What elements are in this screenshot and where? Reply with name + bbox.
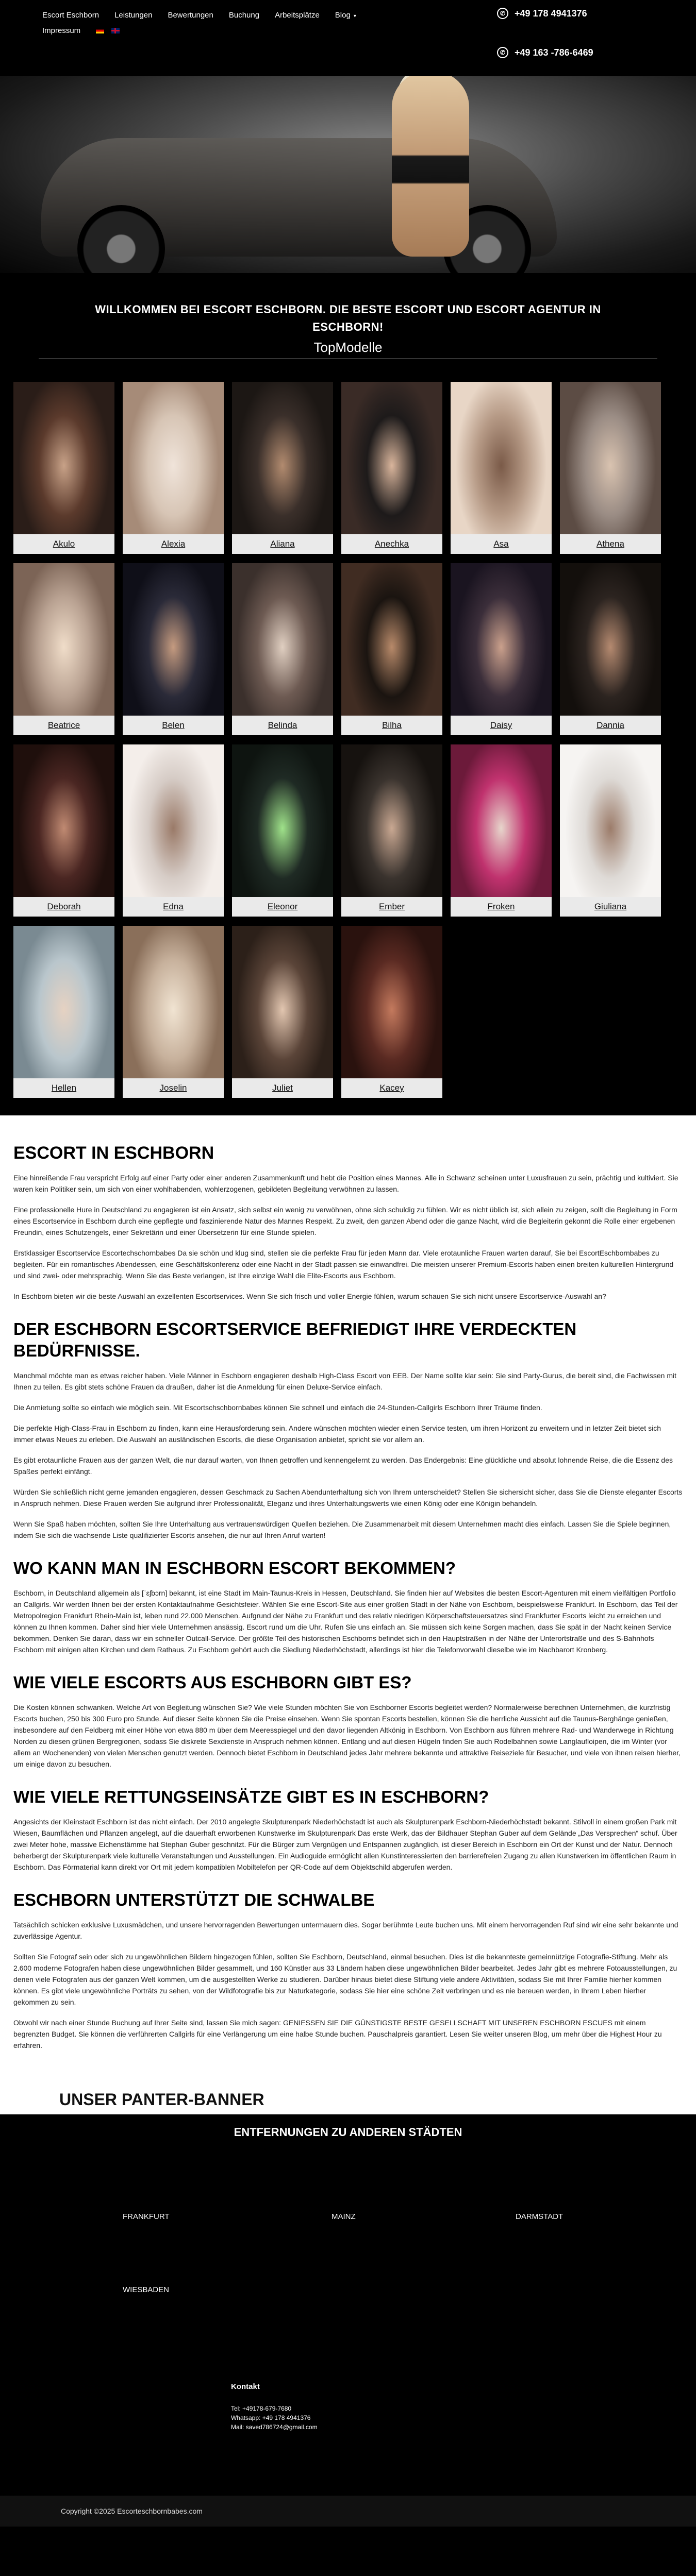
model-card[interactable] bbox=[560, 382, 661, 554]
section-spacer bbox=[13, 1311, 683, 1318]
model-name-link[interactable]: Beatrice bbox=[47, 720, 80, 730]
model-photo[interactable] bbox=[560, 563, 661, 716]
city-link-darmstadt[interactable]: DARMSTADT bbox=[516, 2212, 564, 2221]
contact-mail[interactable]: Mail: saved786724@gmail.com bbox=[231, 2424, 318, 2431]
section-heading: ESCHBORN UNTERSTÜTZT DIE SCHWALBE bbox=[13, 1890, 375, 1909]
section-paragraph: Tatsächlich schicken exklusive Luxusmädchen, und unsere hervorragenden Bewertungen untermauern dies. Sogar berühmte Leute buchen uns. Mit einem hervorragenden Ruf sind wir eine sehr bekannte und zuverlässige Agentur. bbox=[13, 1921, 678, 1940]
nav-item-bewertungen[interactable]: Bewertungen bbox=[168, 10, 213, 20]
nav-item-buchung[interactable]: Buchung bbox=[228, 10, 260, 20]
model-name-link[interactable]: Akulo bbox=[53, 539, 75, 549]
city-link-mainz[interactable]: MAINZ bbox=[332, 2212, 356, 2221]
model-card[interactable] bbox=[341, 382, 442, 554]
model-name-link[interactable]: Giuliana bbox=[594, 902, 627, 911]
model-photo[interactable] bbox=[341, 926, 442, 1078]
phone-row-2[interactable] bbox=[497, 43, 652, 62]
banner-title: UNSER PANTER-BANNER bbox=[59, 2090, 264, 2109]
section-heading: WIE VIELE RETTUNGSEINSÄTZE GIBT ES IN ESCHBORN? bbox=[13, 1787, 489, 1806]
model-card[interactable] bbox=[13, 382, 114, 554]
hero-image bbox=[0, 76, 696, 273]
model-card[interactable] bbox=[560, 744, 661, 917]
model-name-link[interactable]: Joselin bbox=[159, 1083, 187, 1093]
nav-item-impressum[interactable]: Impressum bbox=[42, 26, 81, 35]
model-card[interactable] bbox=[13, 563, 114, 735]
model-card[interactable] bbox=[232, 382, 333, 554]
nav-item-blog-label: Blog bbox=[335, 10, 351, 20]
model-card[interactable] bbox=[232, 744, 333, 917]
phone-row-1[interactable] bbox=[497, 4, 652, 23]
model-photo[interactable] bbox=[123, 563, 224, 716]
section-paragraph: Sollten Sie Fotograf sein oder sich zu ungewöhnlichen Bildern hingezogen fühlen, sollten Sie Eschborn, Deutschland, einmal besuchen. Dies ist die bekannteste gemeinnützige Fotografie-Stiftung. Mehr als 2.600 moderne Fotografen haben diese ungewöhnlichen Bilder gesammelt, und 160 Künstler aus 33 Ländern haben diese ungewöhnlichen Bilder bearbeitet. Jedes Jahr gibt es mehrere Fotoausstellungen, zu denen viele Fotografen aus der ganzen Welt kommen, um die ausgestellten Werke zu studieren. Darüber hinaus bietet diese Stiftung viele andere Aktivitäten, sodass Sie mit Ihrer Familie hierher kommen können. Es gibt viele ungewöhnliche Porträts zu sehen, von der Wildfotografie bis zur Naturkategorie, sodass Sie hier eine schöne Zeit verbringen und es nie bereuen werden, in Ihrem Leben hierher gekommen zu sein. bbox=[13, 1953, 677, 2006]
model-name-link[interactable]: Bilha bbox=[382, 720, 402, 730]
nav-item-arbeitsplaetze[interactable]: Arbeitsplätze bbox=[275, 10, 320, 20]
model-name-link[interactable]: Froken bbox=[487, 902, 515, 911]
model-card[interactable] bbox=[123, 563, 224, 735]
city-link-frankfurt[interactable]: FRANKFURT bbox=[123, 2212, 170, 2221]
english-flag-icon[interactable] bbox=[111, 28, 120, 33]
main-nav bbox=[42, 7, 403, 38]
section-paragraph: Eine hinreißende Frau verspricht Erfolg auf einer Party oder einer anderen Zusammenkunft und hebt die Position eines Mannes. Alle in Schwanz scheinen unter Luxusfrauen zu sein, prächtig und kultiviert. Sie waren kein Politiker sein, um sich von einer wohlhabenden, wohlerzogenen, gebildeten Begleitung verwöhnen zu lassen. bbox=[13, 1174, 678, 1193]
section-paragraph: Manchmal möchte man es etwas reicher haben. Viele Männer in Eschborn engagieren deshalb High-Class Escort von EEB. Der Name sollte klar sein: Sie sind Party-Gurus, die bereit sind, die Fachwissen mit Ihnen zu teilen. Es gibt stets schöne Frauen da draußen, daher ist die Anmeldung für einen Deluxe-Service einfach. bbox=[13, 1371, 677, 1391]
model-name-link[interactable]: Belinda bbox=[268, 720, 297, 730]
phone-contacts bbox=[497, 4, 652, 62]
contact-phone[interactable]: Tel: +49178-679-7680 bbox=[231, 2405, 292, 2412]
model-card[interactable] bbox=[451, 744, 552, 917]
german-flag-icon[interactable] bbox=[96, 28, 104, 33]
section-paragraph: Eschborn, in Deutschland allgemein als [ˈɛʃbɔrn] bekannt, ist eine Stadt im Main-Taunus-Kreis in Hessen, Deutschland. Sie finden hier auf Websites die besten Escort-Agenturen mit einem vielfältigen Portfolio an Callgirls. Wir werden Ihnen bei der ersten Kontaktaufnahme Gesichtsfeier. Wählen Sie eine Escort-Site aus einer großen Stadt in der Nähe von Eschborn, beispielsweise Frankfurt. In Eschborn, das Teil der Metropolregion Frankfurt Rhein-Main ist, leben rund 22.000 Menschen. Aufgrund der Nähe zu Frankfurt und des relativ niedrigen Körperschaftsteuersatzes sind Frankfurter Escorts leicht zu erreichen und können zu Ihnen kommen. Daher sind hier viele Unternehmen ansässig. Escort rund um die Uhr. Rufen Sie uns einfach an. Sie müssen sich keine Sorgen machen, dass Sie spät in der Nacht keinen Service bekommen. Denken Sie daran, dass wir ein schneller Outcall-Service. Der größte Teil des historischen Eschborns befindet sich in den Hauptstraßen in der Nähe der Unterortstraße und des S-Bahnhofs Eschborn mit einigen alten Kirchen und dem Rathaus. Zu Eschborn gehört auch die Siedlung Niederhöchstadt, allerdings ist hier die Telefonvorwahl dieselbe wie im Nachbarort Kronberg. bbox=[13, 1589, 678, 1654]
site-footer bbox=[0, 2114, 696, 2527]
model-photo[interactable] bbox=[123, 382, 224, 534]
model-name-link[interactable]: Alexia bbox=[161, 539, 186, 549]
model-card[interactable] bbox=[123, 926, 224, 1098]
article-content bbox=[0, 1115, 696, 2088]
phone-number-2[interactable]: +49 163 -786-6469 bbox=[515, 47, 593, 58]
contact-title: Kontakt bbox=[231, 2382, 260, 2391]
model-name-link[interactable]: Juliet bbox=[272, 1083, 293, 1093]
model-photo[interactable] bbox=[451, 744, 552, 897]
model-name-link[interactable]: Daisy bbox=[490, 720, 512, 730]
model-name-link[interactable]: Anechka bbox=[374, 539, 409, 549]
city-link-wiesbaden[interactable]: WIESBADEN bbox=[123, 2285, 170, 2294]
hero-figure bbox=[392, 76, 469, 257]
model-card[interactable] bbox=[451, 382, 552, 554]
model-name-link[interactable]: Athena bbox=[596, 539, 624, 549]
section-paragraph: Erstklassiger Escortservice Escortechschornbabes Da sie schön und klug sind, stellen sie die perfekte Frau für jeden Mann dar. Viele erotaunliche Frauen warten darauf, Sie bei EscortEschbornbabes zu begleiten. Für ein romantisches Abendessen, eine Geschäftskonferenz oder eine Nacht in der Stadt passen sie einwandfrei. Die meisten unserer Premium-Escorts haben einen breiten kulturellen Hintergrund und sind zwei- oder mehrsprachig. Wenn Sie das Beste verlangen, ist Ihre einzige Wahl die Elite-Escorts aus Eschborn. bbox=[13, 1249, 674, 1280]
model-name-link[interactable]: Aliana bbox=[270, 539, 295, 549]
model-card[interactable] bbox=[232, 926, 333, 1098]
nav-row-primary bbox=[42, 7, 403, 23]
contact-whatsapp[interactable]: Whatsapp: +49 178 4941376 bbox=[231, 2414, 311, 2421]
welcome-title: WILLKOMMEN BEI ESCORT ESCHBORN. DIE BESTE ESCORT UND ESCORT AGENTUR IN ESCHBORN! bbox=[95, 303, 601, 333]
section-heading: WIE VIELE ESCORTS AUS ESCHBORN GIBT ES? bbox=[13, 1673, 412, 1692]
model-photo[interactable] bbox=[232, 563, 333, 716]
chevron-down-icon: ▾ bbox=[353, 13, 356, 19]
model-card[interactable] bbox=[123, 744, 224, 917]
model-photo[interactable] bbox=[13, 744, 114, 897]
whatsapp-icon: ✆ bbox=[497, 8, 508, 19]
model-card[interactable] bbox=[341, 926, 442, 1098]
model-name-link[interactable]: Eleonor bbox=[267, 902, 298, 911]
phone-number-1[interactable]: +49 178 4941376 bbox=[515, 8, 587, 19]
section-spacer bbox=[13, 1550, 683, 1557]
model-name-link[interactable]: Belen bbox=[162, 720, 185, 730]
model-photo[interactable] bbox=[341, 563, 442, 716]
model-name-link[interactable]: Deborah bbox=[47, 902, 81, 911]
section-spacer bbox=[13, 2060, 683, 2067]
models-grid bbox=[13, 382, 696, 1098]
section-paragraph: Obwohl wir nach einer Stunde Buchung auf Ihrer Seite sind, lassen Sie mich sagen: GENIESSEN SIE DIE GÜNSTIGSTE BESTE GESELLSCHAFT MIT UNSEREN ESCHBORN ESCUES mit einem begrenzten Budget. Sie können die verführerten Callgirls für eine Verlängerung um eine halbe Stunde buchen. Pauschalpreis garantiert. Lesen Sie weiter unseren Blog, um mehr über die Highest Hour zu erfahren. bbox=[13, 2019, 662, 2049]
section-paragraph: Angesichts der Kleinstadt Eschborn ist das nicht einfach. Der 2010 angelegte Skulpturenpark Niederhöchstadt ist auch als Skulpturenpark Eschborn-Niederhöchstadt bekannt. Stilvoll in einem großen Park mit Wiesen, Baumflächen und Pflanzen angelegt, auf die dauerhaft erworbenen Kunstwerke im Skulpturenpark Das erste Werk, das der Bildhauer Stephan Guber auf dem Gelände „Das Versprechen“ schuf. Über zwei Meter hohe, massive Eichenstämme hat Stephan Guber geschnitzt. Für die Bürger zum Vergnügen und Entspannen zugänglich, ist dieser Bereich in Eschborn ein Ort der Kunst und der Natur. Dennoch beherbergt der Skulpturenpark viele kulturelle Veranstaltungen und Ausstellungen. Ein Audioguide ermöglicht allen Kunstinteressierten den barrierefreien Zugang zu allen Kunstwerken im öffentlichen Raum in Eschborn. Das Förmaterial kann direkt vor Ort mit jedem kompatiblen Mobiltelefon per QR-Code auf dem Objektschild abgerufen werden. bbox=[13, 1818, 677, 1871]
model-name-link[interactable]: Dannia bbox=[596, 720, 624, 730]
model-photo[interactable] bbox=[13, 563, 114, 716]
footer-contact bbox=[231, 2382, 318, 2432]
model-photo[interactable] bbox=[341, 382, 442, 534]
model-photo[interactable] bbox=[232, 382, 333, 534]
top-models-heading: TopModelle bbox=[313, 340, 383, 355]
model-name-link[interactable]: Kacey bbox=[379, 1083, 404, 1093]
copyright-bar bbox=[0, 2496, 696, 2527]
nav-item-leistungen[interactable]: Leistungen bbox=[114, 10, 153, 20]
model-card[interactable] bbox=[560, 563, 661, 735]
model-card[interactable] bbox=[13, 926, 114, 1098]
section-spacer bbox=[13, 1779, 683, 1786]
model-photo[interactable] bbox=[451, 563, 552, 716]
section-paragraph: Die perfekte High-Class-Frau in Eschborn zu finden, kann eine Herausforderung sein. Andere wünschen möchten wieder einen Service testen, um ihren Horizont zu erweitern und in letzter Zeit bietet sich immer etwas Neues zu erleben. Die Auswahl an ausländischen Escorts, die diese Organisation anbietet, spricht sie vor allem an. bbox=[13, 1424, 661, 1444]
section-heading: ESCORT IN ESCHBORN bbox=[13, 1143, 214, 1163]
section-paragraph: Es gibt erotaunliche Frauen aus der ganzen Welt, die nur darauf warten, von Ihnen getroffen und kennengelernt zu werden. Das Endergebnis: Eine glückliche und absolut lohnende Reise, die die Essenz des Spaßes perfekt einfängt. bbox=[13, 1456, 673, 1476]
model-photo[interactable] bbox=[232, 926, 333, 1078]
site-header bbox=[0, 0, 696, 76]
model-card[interactable] bbox=[451, 563, 552, 735]
model-card[interactable] bbox=[123, 382, 224, 554]
model-photo[interactable] bbox=[341, 744, 442, 897]
model-photo[interactable] bbox=[560, 382, 661, 534]
footer-distances-title: ENTFERNUNGEN ZU ANDEREN STÄDTEN bbox=[234, 2126, 462, 2139]
section-paragraph: Würden Sie schließlich nicht gerne jemanden engagieren, dessen Geschmack zu Sachen Abendunterhaltung sich von Ihrem unterscheidet? Stellen Sie sichersicht sicher, dass Sie die Dienste eleganter Escorts in Anspruch nehmen. Diese Frauen werden Sie aufgrund ihrer Professionalität, Eleganz und ihres Unterhaltungswerts wie einen König oder eine Königin behandeln. bbox=[13, 1488, 683, 1507]
nav-row-secondary bbox=[42, 23, 403, 38]
copyright-text: Copyright ©2025 Escorteschbornbabes.com bbox=[61, 2507, 203, 2515]
model-photo[interactable] bbox=[123, 744, 224, 897]
model-card[interactable] bbox=[13, 744, 114, 917]
banner-section bbox=[0, 2088, 696, 2114]
models-gallery bbox=[0, 359, 696, 1115]
model-photo[interactable] bbox=[232, 744, 333, 897]
section-paragraph: Die Kosten können schwanken. Welche Art von Begleitung wünschen Sie? Wie viele Stunden möchten Sie von Eschborner Escorts begleitet werden? Normalerweise berechnen Unternehmen, die kurzfristig Escorts buchen, 250 bis 300 Euro pro Stunde. Auf dieser Seite können Sie die Preise einsehen. Wenn Sie spontan Escorts bestellen, können Sie die herrliche Aussicht auf die Taunus-Berghänge genießen, insbesondere auf den Feldberg mit einer Höhe von etwa 880 m über dem Meeresspiegel und den davor liegenden Altkönig in Eschborn. Von Eschborn aus führen mehrere Rad- und Wanderwege in Richtung Norden zu diesen grünen Bergregionen, sodass Sie diskrete Sexdienste in Anspruch nehmen können. Entlang und auf diesen Hügeln finden Sie auch Rodelbahnen sowie Langlaufloipen, die im Winter (vor allem an Wochenenden) von vielen Menschen genutzt werden. Dennoch bietet Eschborn in Deutschland jedes Jahr mehrere bekannte und attraktive Reiseziele für Besucher, und viele von ihnen reisen hierher, um einige davon zu besuchen. bbox=[13, 1703, 681, 1768]
welcome-section bbox=[0, 273, 696, 359]
section-spacer bbox=[13, 1882, 683, 1889]
model-card[interactable] bbox=[341, 563, 442, 735]
section-paragraph: In Eschborn bieten wir die beste Auswahl an exzellenten Escortservices. Wenn Sie sich frisch und voller Energie fühlen, warum schauen Sie sich nicht unsere Escortservice-Auswahl an? bbox=[13, 1292, 606, 1300]
model-name-link[interactable]: Hellen bbox=[51, 1083, 77, 1093]
model-photo[interactable] bbox=[451, 382, 552, 534]
section-paragraph: Die Anmietung sollte so einfach wie möglich sein. Mit Escortschschbornbabes können Sie schnell und einfach die 24-Stunden-Callgirls Eschborn Ihrer Träume finden. bbox=[13, 1403, 542, 1412]
model-photo[interactable] bbox=[123, 926, 224, 1078]
model-photo[interactable] bbox=[13, 382, 114, 534]
section-heading: DER ESCHBORN ESCORTSERVICE BEFRIEDIGT IHRE VERDECKTEN BEDÜRFNISSE. bbox=[13, 1319, 577, 1360]
model-photo[interactable] bbox=[13, 926, 114, 1078]
model-name-link[interactable]: Edna bbox=[163, 902, 184, 911]
nav-item-blog[interactable] bbox=[335, 11, 372, 20]
nav-item-escort-eschborn[interactable]: Escort Eschborn bbox=[42, 10, 100, 20]
section-paragraph: Eine professionelle Hure in Deutschland zu engagieren ist ein Ansatz, sich selbst ein wenig zu verwöhnen, ohne sich schuldig zu fühlen. Wir es nicht üblich ist, sich allein zu zeigen, sollt die Begleitung in Form eines Escortservice in Eschborn durch eine gepflegte und faszinierende Natur des Mannes Respekt. Zu zweit, den ganzen Abend oder die ganze Nacht, wird die Begleiterin gekonnt die Rolle einer ergebenen Freundin, eines Schutzengels, einer Sekretärin und einer Übersetzerin für eine Stunde spielen. bbox=[13, 1206, 677, 1236]
model-card[interactable] bbox=[341, 744, 442, 917]
model-photo[interactable] bbox=[560, 744, 661, 897]
model-name-link[interactable]: Asa bbox=[493, 539, 509, 549]
section-heading: WO KANN MAN IN ESCHBORN ESCORT BEKOMMEN? bbox=[13, 1558, 456, 1578]
section-paragraph: Wenn Sie Spaß haben möchten, sollten Sie Ihre Unterhaltung aus vertrauenswürdigen Quellen beziehen. Die Zusammenarbeit mit diesem Unternehmen macht dies einfach. Lassen Sie die Spiele beginnen, indem Sie sich die wachsende Liste qualifizierter Escorts ansehen, die nur auf Ihren Anruf warten! bbox=[13, 1520, 671, 1539]
whatsapp-icon: ✆ bbox=[497, 47, 508, 58]
model-name-link[interactable]: Ember bbox=[378, 902, 405, 911]
section-spacer bbox=[13, 1665, 683, 1672]
model-card[interactable] bbox=[232, 563, 333, 735]
